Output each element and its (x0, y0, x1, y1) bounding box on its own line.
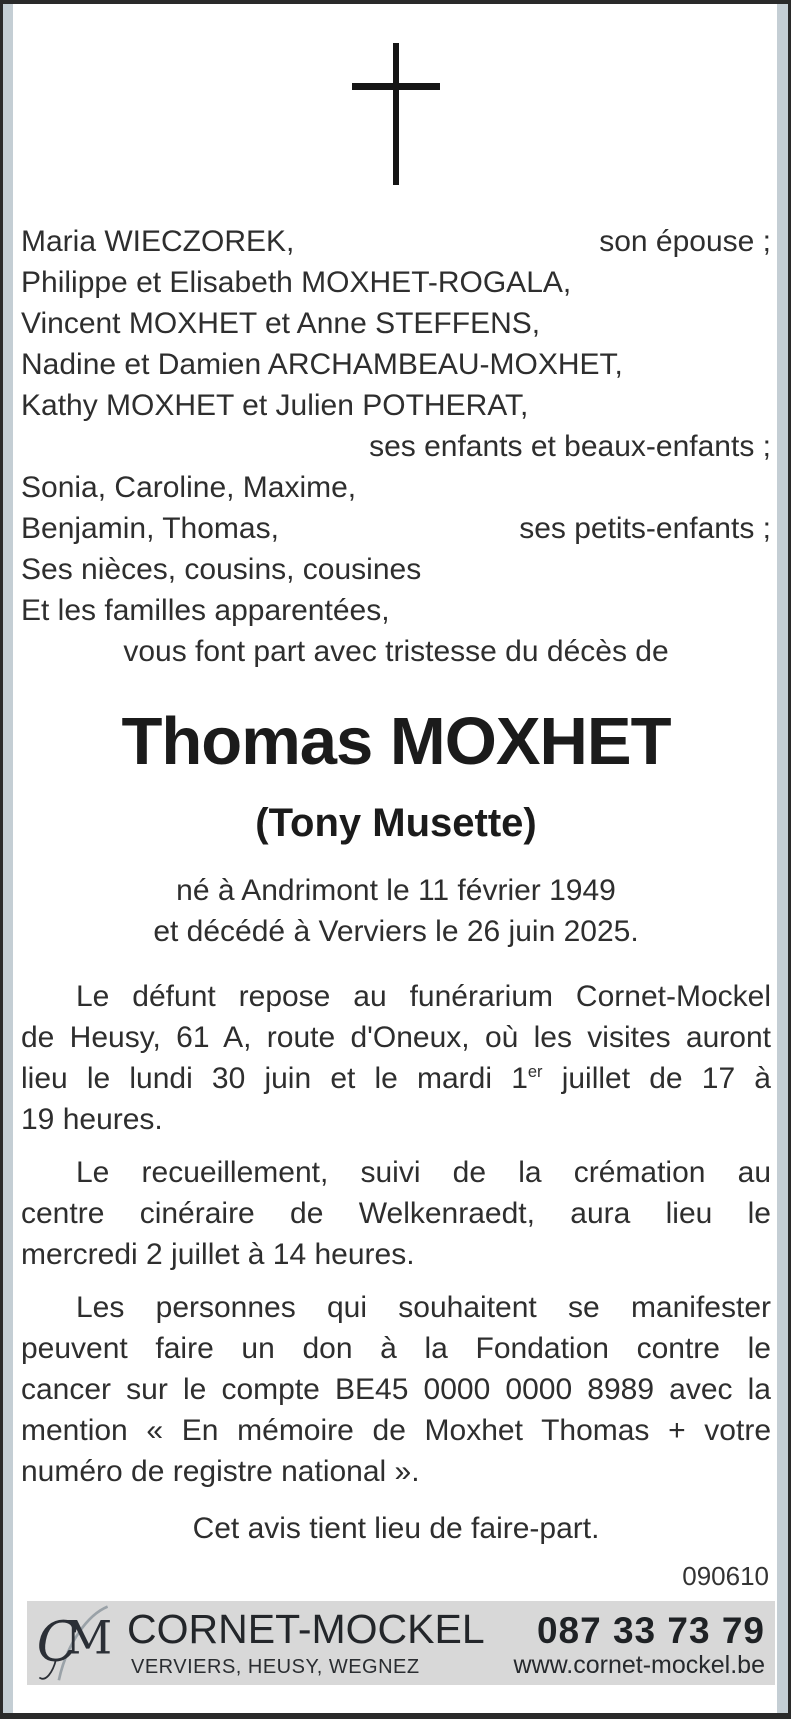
deceased-name: Thomas MOXHET (121, 704, 671, 779)
announcement-line: vous font part avec tristesse du décès de (123, 635, 669, 668)
family-line-left: Ses nièces, cousins, cousines (21, 553, 422, 586)
latin-cross-icon (352, 43, 440, 185)
svg-text:C: C (36, 1609, 79, 1674)
banner-row-brand-phone (127, 1607, 765, 1651)
family-line (21, 303, 771, 344)
family-line (21, 221, 771, 262)
birth-death-dates (21, 870, 771, 952)
paragraph-line: Le recueillement, suivi de la crémation au (76, 1156, 771, 1189)
family-list (21, 221, 771, 631)
paragraph-line: centre cinéraire de Welkenraedt, aura lieu le (21, 1197, 771, 1230)
birth-line: né à Andrimont le 11 février 1949 (176, 874, 616, 907)
family-line-left: Nadine et Damien ARCHAMBEAU-MOXHET, (21, 348, 623, 381)
family-line (21, 590, 771, 631)
cross-vertical-bar (393, 43, 399, 185)
family-line-relation: ses enfants et beaux-enfants ; (369, 430, 771, 463)
frame-bottom-border (0, 1713, 791, 1719)
funeral-home-banner (27, 1601, 775, 1685)
paragraph-line: de Heusy, 61 A, route d'Oneux, où les visites auront (21, 1021, 771, 1054)
closing-line: Cet avis tient lieu de faire-part. (192, 1512, 600, 1545)
family-line (21, 426, 771, 467)
family-line-left: Philippe et Elisabeth MOXHET-ROGALA, (21, 266, 572, 299)
family-line (21, 467, 771, 508)
paragraph-line: lieu le lundi 30 juin et le mardi 1er juillet de 17 à (21, 1062, 771, 1095)
paragraph-line: Le défunt repose au funérarium Cornet-Mockel (76, 980, 771, 1013)
donation-paragraph (21, 1287, 771, 1492)
paragraph-line: mercredi 2 juillet à 14 heures. (21, 1238, 415, 1271)
family-line (21, 344, 771, 385)
family-line-left: Benjamin, Thomas, (21, 512, 279, 545)
paragraph-line: Les personnes qui souhaitent se manifester (76, 1291, 771, 1324)
death-line: et décédé à Verviers le 26 juin 2025. (153, 915, 639, 948)
family-line-relation: ses petits-enfants ; (519, 512, 771, 545)
notice-sheet (13, 4, 777, 1713)
paragraph-line: peuvent faire un don à la Fondation contre le (21, 1332, 771, 1365)
funeral-home-locations: VERVIERS, HEUSY, WEGNEZ (131, 1656, 420, 1678)
family-line-left: Et les familles apparentées, (21, 594, 390, 627)
paragraph-line: cancer sur le compte BE45 0000 0000 8989 avec la (21, 1373, 771, 1406)
family-line-left: Maria WIECZOREK, (21, 225, 295, 258)
phone-number: 087 33 73 79 (536, 1610, 765, 1651)
family-line-left: Vincent MOXHET et Anne STEFFENS, (21, 307, 541, 340)
paragraph-line: mention « En mémoire de Moxhet Thomas + votre (21, 1414, 771, 1447)
family-line-relation: son épouse ; (599, 225, 771, 258)
family-line (21, 262, 771, 303)
family-line-left: Sonia, Caroline, Maxime, (21, 471, 357, 504)
paragraph-line: numéro de registre national ». (21, 1455, 420, 1488)
banner-text-block (127, 1607, 765, 1679)
frame-right-strip (777, 4, 791, 1719)
cornet-mockel-cm-monogram-icon (35, 1604, 127, 1682)
family-line-left: Kathy MOXHET et Julien POTHERAT, (21, 389, 529, 422)
cremation-paragraph (21, 1152, 771, 1275)
svg-text:M: M (65, 1610, 113, 1665)
family-line (21, 508, 771, 549)
funeral-home-paragraph (21, 976, 771, 1140)
family-line (21, 549, 771, 590)
banner-row-locations-website (127, 1652, 765, 1679)
funeral-home-website: www.cornet-mockel.be (513, 1651, 765, 1679)
cross-horizontal-bar (352, 83, 440, 90)
notice-reference-number: 090610 (682, 1561, 769, 1591)
funeral-home-name: CORNET-MOCKEL (127, 1606, 485, 1652)
deceased-nickname: (Tony Musette) (255, 801, 537, 845)
paragraph-line: 19 heures. (21, 1103, 163, 1136)
family-line (21, 385, 771, 426)
frame-left-strip (0, 4, 13, 1719)
